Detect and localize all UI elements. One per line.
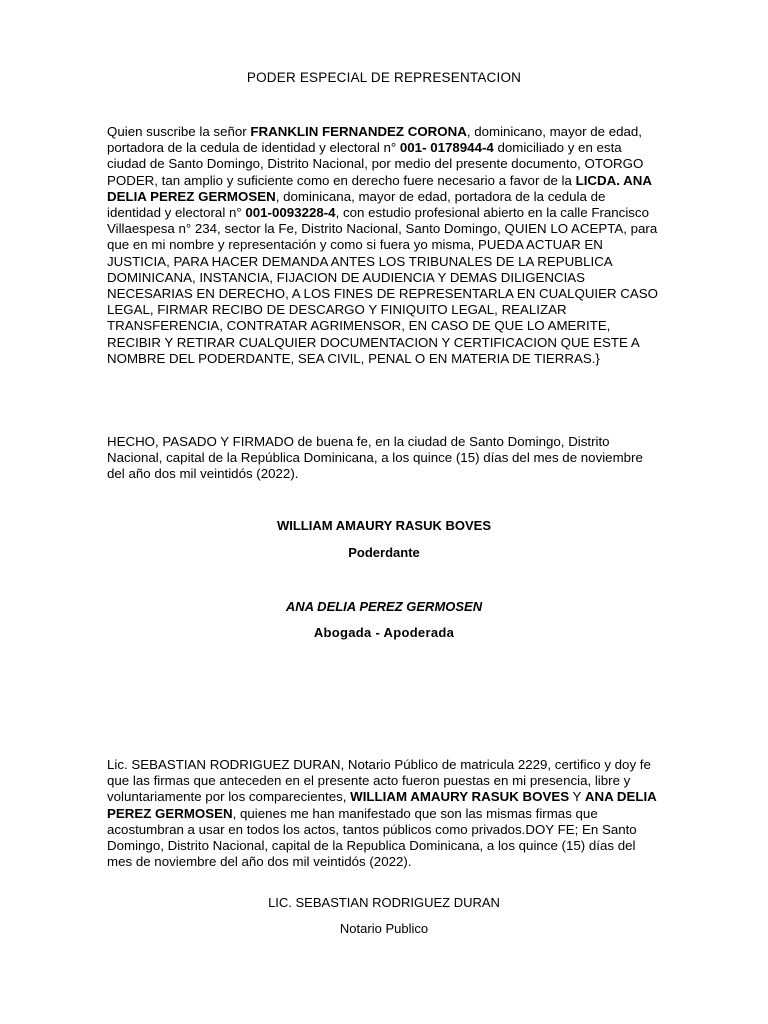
- p1-text-2: , dominicano, mayor de edad, portadora de la cedula de identidad y electoral n°: [107, 124, 643, 156]
- p3-text-2: Y: [569, 789, 585, 805]
- document-title: PODER ESPECIAL DE REPRESENTACION: [246, 70, 522, 85]
- power-of-attorney-paragraph: [107, 124, 662, 367]
- notary-name: LIC. SEBASTIAN RODRIGUEZ DURAN: [268, 895, 500, 910]
- p3-attorney-bold: ANA DELIA PEREZ GERMOSEN: [107, 789, 657, 821]
- grantor-signature-role: Poderdante: [348, 545, 420, 560]
- grantor-name-bold: FRANKLIN FERNANDEZ CORONA: [250, 124, 467, 139]
- p1-text-1: Quien suscribe la señor: [107, 124, 251, 139]
- notary-certification-paragraph: [107, 757, 662, 870]
- signing-paragraph: HECHO, PASADO Y FIRMADO de buena fe, en la ciudad de Santo Domingo, Distrito Nacional, capital de la República Dominicana, a los quince (15) días del mes de noviembre del año dos mil veintidós (2022).: [107, 434, 643, 482]
- attorney-name-bold: LICDA. ANA DELIA PEREZ GERMOSEN: [107, 172, 652, 204]
- grantor-id-bold: 001- 0178944-4: [399, 140, 494, 156]
- attorney-signature-name: ANA DELIA PEREZ GERMOSEN: [285, 599, 483, 614]
- p1-text-4: , dominicana, mayor de edad, portadora de la cedula de identidad y electoral n°: [107, 188, 606, 221]
- attorney-id-bold: 001-0093228-4: [245, 205, 336, 221]
- p1-text-5: , con estudio profesional abierto en la calle Francisco Villaespesa n° 234, sector la Fe, Distrito Nacional, Santo Domingo, QUIEN LO ACEPTA, para que en mi nombre y representación y como si fuera yo misma, PUEDA ACTUAR EN JUSTICIA, PARA HACER DEMANDA ANTES LOS TRIBUNALES DE LA REPUBLICA DOMINICANA, INSTANCIA, FIJACION DE AUDIENCIA Y DEMAS DILIGENCIAS NECESARIAS EN DERECHO, A LOS FINES DE REPRESENTARLA EN CUALQUIER CASO LEGAL, FIRMAR RECIBO DE DESCARGO Y FINIQUITO LEGAL, REALIZAR TRANSFERENCIA, CONTRATAR AGRIMENSOR, EN CASO DE QUE LO AMERITE, RECIBIR Y RETIRAR CUALQUIER DOCUMENTACION Y CERTIFICACION QUE ESTE A NOMBRE DEL PODERDANTE, SEA CIVIL, PENAL O EN MATERIA DE TIERRAS.}: [107, 205, 658, 366]
- p1-text-3: domiciliado y en esta ciudad de Santo Domingo, Distrito Nacional, por medio del presente documento, OTORGO PODER, tan amplio y suficiente como en derecho fuere necesario a favor de la: [107, 140, 644, 188]
- notary-title: Notario Publico: [339, 921, 429, 936]
- p3-grantor-bold: WILLIAM AMAURY RASUK BOVES: [350, 789, 570, 805]
- attorney-signature-role: Abogada - Apoderada: [313, 625, 455, 640]
- p3-text-1: Lic. SEBASTIAN RODRIGUEZ DURAN, Notario Público de matricula 2229, certifico y doy fe que las firmas que anteceden en el presente acto fueron puestas en mi presencia, libre y voluntariamente por los comparecientes,: [107, 757, 651, 805]
- p3-text-3: , quienes me han manifestado que son las mismas firmas que acostumbran a usar en todos los actos, tantos públicos como privados.DOY FE; En Santo Domingo, Distrito Nacional, capital de la Republica Dominicana, a los quince (15) días del mes de noviembre del año dos mil veintidós (2022).: [107, 805, 637, 870]
- grantor-signature-name: WILLIAM AMAURY RASUK BOVES: [276, 518, 492, 533]
